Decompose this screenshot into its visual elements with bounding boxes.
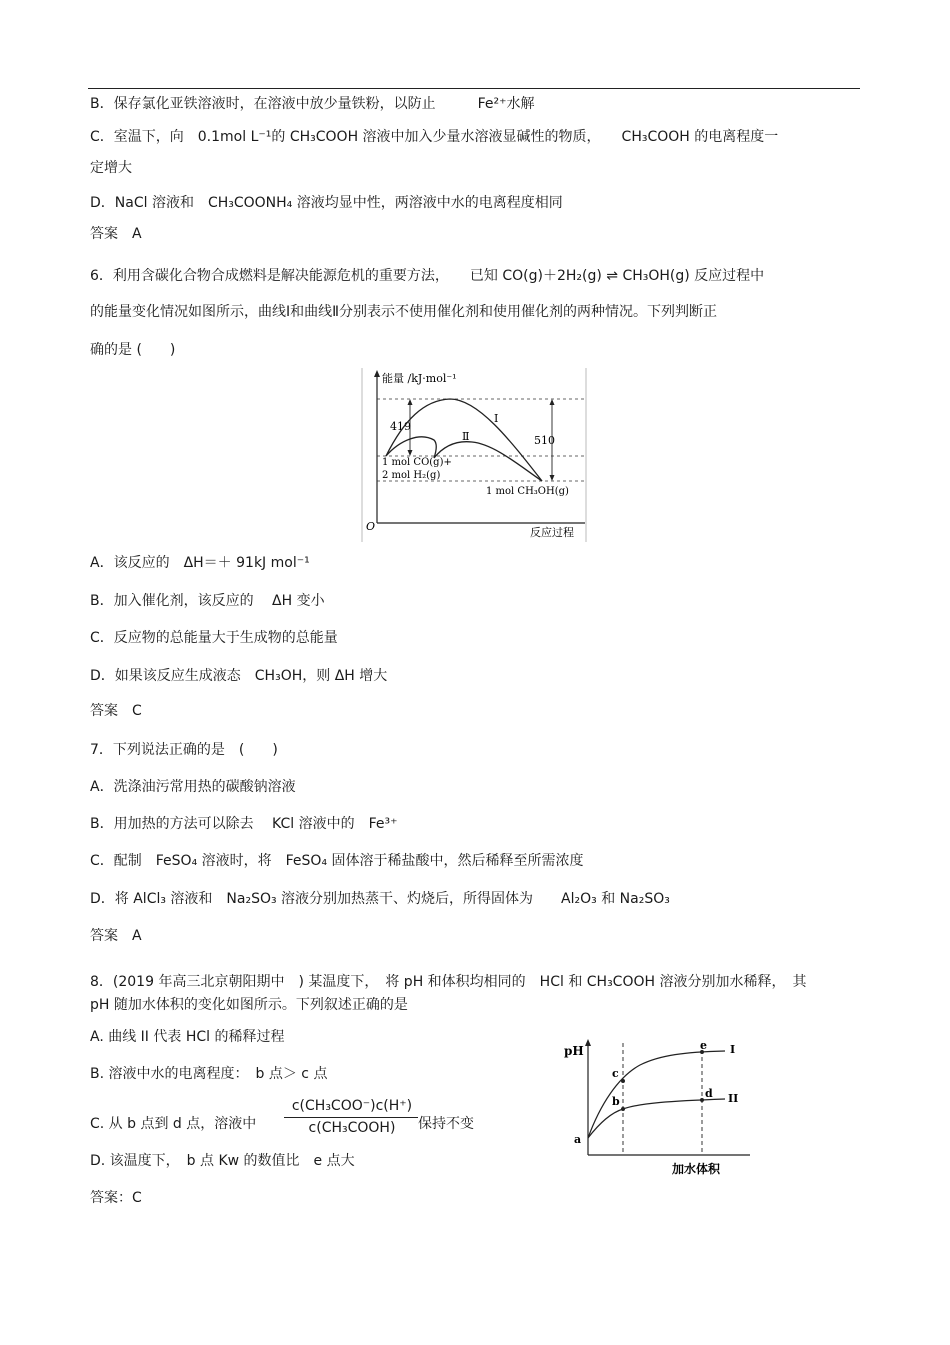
- fraction-denominator: c(CH₃COOH): [308, 1120, 396, 1136]
- q5-option-c-line2: 定增大: [90, 160, 132, 176]
- label-c: c: [612, 1067, 619, 1080]
- label-a: a: [574, 1133, 582, 1146]
- energy-diagram: [360, 368, 590, 543]
- q6-answer: 答案 C: [90, 703, 142, 719]
- ph-dilution-chart: [560, 1035, 760, 1180]
- label-b: b: [612, 1095, 620, 1108]
- q8-option-c-prefix: C. 从 b 点到 d 点，溶液中: [90, 1116, 257, 1132]
- label-510: 510: [534, 434, 555, 447]
- point-b: [621, 1107, 625, 1111]
- q7-option-d: D．将 AlCl₃ 溶液和 Na₂SO₃ 溶液分别加热蒸干、灼烧后，所得固体为 Al₂O₃ 和 Na₂SO₃: [90, 891, 670, 907]
- q5-answer: 答案 A: [90, 226, 142, 242]
- y-axis-arrow: [374, 370, 380, 377]
- x-axis-label: 反应过程: [530, 526, 574, 539]
- q8-answer: 答案：C: [90, 1190, 142, 1206]
- curve-2: [588, 1099, 725, 1138]
- fraction-numerator: c(CH₃COO⁻)c(H⁺): [291, 1098, 413, 1114]
- point-c: [621, 1079, 625, 1083]
- q5-option-d: D．NaCl 溶液和 CH₃COONH₄ 溶液均显中性，两溶液中水的电离程度相同: [90, 195, 563, 211]
- fraction-bar: [284, 1117, 418, 1118]
- q8-option-d: D. 该温度下， b 点 Kw 的数值比 e 点大: [90, 1153, 355, 1169]
- curve-2-label: Ⅱ: [462, 430, 470, 443]
- q7-option-c: C．配制 FeSO₄ 溶液时，将 FeSO₄ 固体溶于稀盐酸中，然后稀释至所需浓度: [90, 853, 584, 869]
- q6-option-a: A．该反应的 ΔH＝＋ 91kJ mol⁻¹: [90, 555, 310, 571]
- label-d: d: [705, 1087, 713, 1100]
- product-label: 1 mol CH₃OH(g): [486, 486, 569, 497]
- q6-stem-line3: 确的是 ( ): [90, 342, 176, 358]
- q7-option-a: A．洗涤油污常用热的碳酸钠溶液: [90, 779, 296, 795]
- reactant-label-1: 1 mol CO(g)+: [382, 457, 452, 468]
- reactant-label-2: 2 mol H₂(g): [382, 470, 441, 481]
- q8-stem-line2: pH 随加水体积的变化如图所示。下列叙述正确的是: [90, 997, 408, 1013]
- q8-option-a: A. 曲线 II 代表 HCl 的稀释过程: [90, 1029, 285, 1045]
- curve-1-label: I: [730, 1043, 736, 1056]
- y-axis-label: pH: [564, 1044, 584, 1058]
- q8-option-c-suffix: 保持不变: [418, 1116, 474, 1132]
- curve-1-label: Ⅰ: [494, 412, 499, 425]
- x-axis-label: 加水体积: [672, 1162, 721, 1176]
- point-d: [700, 1098, 704, 1102]
- header-rule: [88, 88, 860, 89]
- q8-option-c-fraction: [282, 1097, 422, 1139]
- q7-stem: 7．下列说法正确的是 ( ): [90, 742, 278, 758]
- q6-stem-line2: 的能量变化情况如图所示，曲线Ⅰ和曲线Ⅱ分别表示不使用催化剂和使用催化剂的两种情况。下列判断正: [90, 304, 718, 320]
- q5-option-b: B．保存氯化亚铁溶液时，在溶液中放少量铁粉，以防止 Fe²⁺水解: [90, 96, 535, 112]
- q6-option-c: C．反应物的总能量大于生成物的总能量: [90, 630, 338, 646]
- q7-answer: 答案 A: [90, 928, 142, 944]
- y-axis-label: 能量 /kJ·mol⁻¹: [382, 372, 457, 385]
- q6-option-b: B．加入催化剂，该反应的 ΔH 变小: [90, 593, 325, 609]
- q5-option-c-line1: C．室温下，向 0.1mol L⁻¹的 CH₃COOH 溶液中加入少量水溶液显碱性的物质， CH₃COOH 的电离程度一: [90, 129, 779, 145]
- y-axis-arrow: [585, 1039, 591, 1046]
- origin-label: O: [366, 520, 376, 533]
- q8-option-b: B. 溶液中水的电离程度： b 点＞ c 点: [90, 1066, 328, 1082]
- q7-option-b: B．用加热的方法可以除去 KCl 溶液中的 Fe³⁺: [90, 816, 398, 832]
- q8-stem-line1: 8．(2019 年高三北京朝阳期中 ) 某温度下， 将 pH 和体积均相同的 HCl 和 CH₃COOH 溶液分别加水稀释， 其: [90, 974, 807, 990]
- label-e: e: [700, 1039, 707, 1052]
- q6-option-d: D．如果该反应生成液态 CH₃OH，则 ΔH 增大: [90, 668, 388, 684]
- label-419: 419: [390, 420, 411, 433]
- q6-stem-line1: 6．利用含碳化合物合成燃料是解决能源危机的重要方法， 已知 CO(g)＋2H₂(g) ⇌ CH₃OH(g) 反应过程中: [90, 268, 765, 284]
- curve-2-label: II: [728, 1092, 739, 1105]
